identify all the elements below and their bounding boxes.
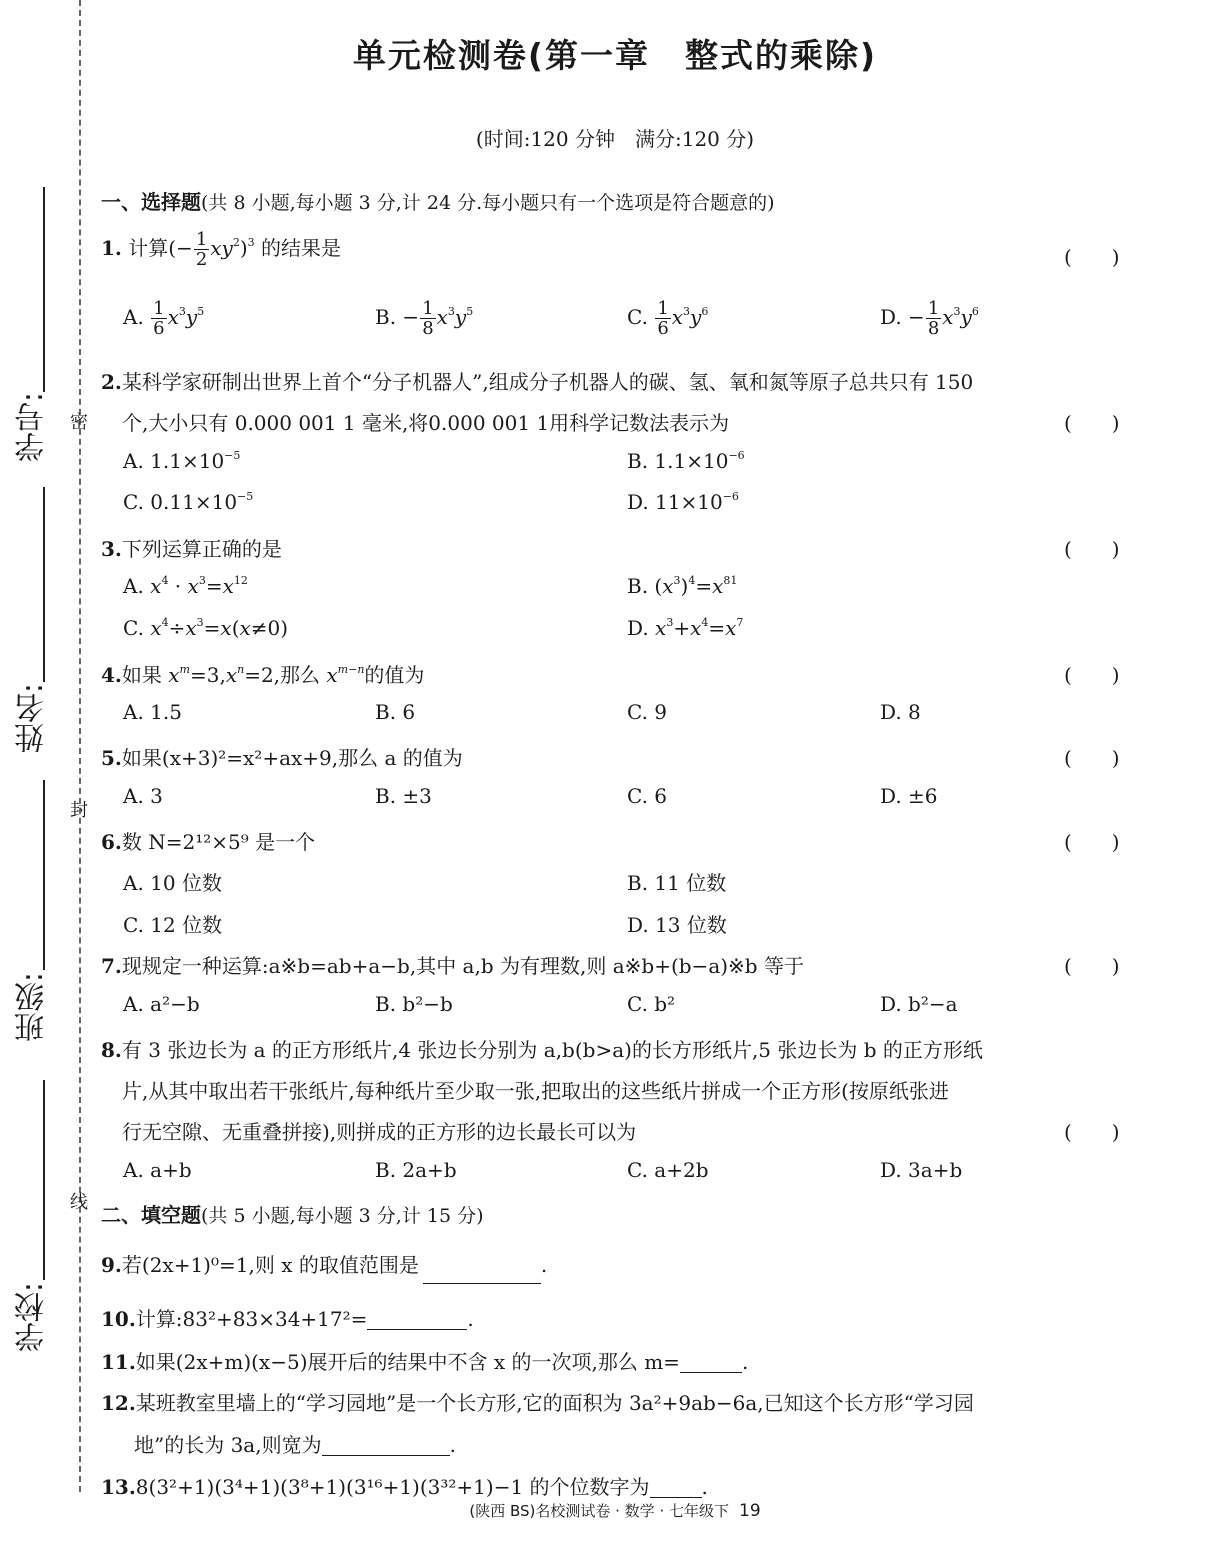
section-heading-fill xyxy=(101,1199,484,1228)
page-footer xyxy=(0,1500,1230,1521)
exam-info: (时间:120 分钟 满分:120 分) xyxy=(475,127,755,151)
q7-option-c: C. b² xyxy=(627,992,676,1016)
seal-char-xian: 线 xyxy=(70,1192,88,1213)
q1-expr: xy xyxy=(210,236,233,260)
q1-option-b: B. − $\frac{1}{8}$ $x^3y^5$ xyxy=(375,298,474,339)
q5-option-b: B. ±3 xyxy=(375,784,432,808)
name-line xyxy=(43,487,45,682)
question-7: 7.现规定一种运算:a※b=ab+a−b,其中 a,b 为有理数,则 a※b+(b−a)※b 等于 xyxy=(101,954,804,978)
school-line xyxy=(43,1080,45,1280)
q3-option-b: B. $(x^3)^4=x^{81}$ xyxy=(627,574,738,598)
question-12: 12.某班教室里墙上的“学习园地”是一个长方形,它的面积为 3a²+9ab−6a,已知这个长方形“学习园 xyxy=(101,1391,974,1415)
question-13: 13.8(3²+1)(3⁴+1)(3⁸+1)(3¹⁶+1)(3³²+1)−1 的个位数字为 . xyxy=(101,1475,708,1499)
answer-blank[interactable] xyxy=(680,1352,742,1373)
answer-blank[interactable] xyxy=(367,1309,467,1330)
question-2: 2.某科学家研制出世界上首个“分子机器人”,组成分子机器人的碳、氢、氧和氮等原子总共只有 150 xyxy=(101,370,974,394)
q6-option-d: D. 13 位数 xyxy=(627,913,727,937)
answer-paren: ( ) xyxy=(1064,537,1120,561)
q6-option-b: B. 11 位数 xyxy=(627,871,727,895)
answer-paren: ( ) xyxy=(1064,245,1120,269)
answer-blank[interactable] xyxy=(423,1263,541,1284)
q3-option-d: D. $x^3+x^4=x^7$ xyxy=(627,616,744,640)
q2-option-c: C. $0.11\times 10^{-5}$ xyxy=(123,490,254,514)
section-title: 一、选择题 xyxy=(101,190,201,214)
q5-option-c: C. 6 xyxy=(627,784,668,808)
answer-blank[interactable] xyxy=(322,1435,450,1456)
q1-option-a: A. $\frac{1}{6}$ $x^3y^5$ xyxy=(123,298,205,339)
q8-option-b: B. 2a+b xyxy=(375,1158,457,1182)
q2-option-a: A. $1.1\times 10^{-5}$ xyxy=(123,449,241,473)
question-number: 1. xyxy=(101,236,122,260)
question-1: 1. 计算(− $\frac{1}{2}$ $xy^2)^3$ 的结果是 xyxy=(101,229,342,270)
question-10: 10.计算:83²+83×34+17²= . xyxy=(101,1307,474,1331)
question-2-line-2: 个,大小只有 0.000 001 1 毫米,将0.000 001 1用科学记数法表示为 xyxy=(122,411,730,435)
q1-text-end: 的结果是 xyxy=(261,236,342,260)
q2-option-d: D. $11\times 10^{-6}$ xyxy=(627,490,739,514)
q4-option-c: C. 9 xyxy=(627,700,668,724)
q3-option-a: A. $x^4 \cdot x^3=x^{12}$ xyxy=(123,574,248,598)
question-11: 11.如果(2x+m)(x−5)展开后的结果中不含 x 的一次项,那么 m= . xyxy=(101,1350,749,1374)
fraction: $\frac{1}{2}$ xyxy=(195,229,208,270)
question-5: 5.如果(x+3)²=x²+ax+9,那么 a 的值为 xyxy=(101,746,463,770)
q2-option-b: B. $1.1\times 10^{-6}$ xyxy=(627,449,745,473)
binding-dashed-line xyxy=(79,0,81,1492)
answer-paren: ( ) xyxy=(1064,411,1120,435)
answer-paren: ( ) xyxy=(1064,746,1120,770)
q8-option-a: A. a+b xyxy=(123,1158,192,1182)
question-8-line-3: 行无空隙、无重叠拼接),则拼成的正方形的边长最长可以为 xyxy=(122,1120,637,1144)
q5-option-a: A. 3 xyxy=(123,784,163,808)
answer-paren: ( ) xyxy=(1064,954,1120,978)
q4-option-a: A. 1.5 xyxy=(123,700,182,724)
school-label: 学校: xyxy=(15,1282,50,1353)
seal-char-feng: 封 xyxy=(70,800,88,821)
q8-option-d: D. 3a+b xyxy=(880,1158,963,1182)
q4-option-b: B. 6 xyxy=(375,700,416,724)
question-3: 3.下列运算正确的是 xyxy=(101,537,282,561)
q4-option-d: D. 8 xyxy=(880,700,921,724)
q1-option-d: D. − $\frac{1}{8}$ $x^3y^6$ xyxy=(880,298,979,339)
section-note: (共 5 小题,每小题 3 分,计 15 分) xyxy=(201,1205,484,1227)
footer-text: (陕西 BS)名校测试卷 · 数学 · 七年级下 xyxy=(469,1502,729,1520)
q7-option-a: A. a²−b xyxy=(123,992,200,1016)
q1-text: 计算(− xyxy=(128,236,193,260)
seal-char-mi: 密 xyxy=(70,412,88,433)
q5-option-d: D. ±6 xyxy=(880,784,938,808)
student-id-line xyxy=(43,187,45,392)
q7-option-b: B. b²−b xyxy=(375,992,453,1016)
section-note: (共 8 小题,每小题 3 分,计 24 分.每小题只有一个选项是符合题意的) xyxy=(201,192,775,214)
name-label: 姓名: xyxy=(15,683,50,754)
answer-paren: ( ) xyxy=(1064,1120,1120,1144)
page-title: 单元检测卷(第一章 整式的乘除) xyxy=(352,36,878,75)
q6-option-a: A. 10 位数 xyxy=(123,871,222,895)
q8-option-c: C. a+2b xyxy=(627,1158,709,1182)
question-9: 9.若(2x+1)⁰=1,则 x 的取值范围是 . xyxy=(101,1249,547,1284)
q1-option-c: C. $\frac{1}{6}$ $x^3y^6$ xyxy=(627,298,709,339)
class-label: 班级: xyxy=(15,972,50,1043)
q6-option-c: C. 12 位数 xyxy=(123,913,223,937)
page-number: 19 xyxy=(739,1501,761,1521)
question-6: 6.数 N=2¹²×5⁹ 是一个 xyxy=(101,830,316,854)
question-8: 8.有 3 张边长为 a 的正方形纸片,4 张边长分别为 a,b(b>a)的长方形纸片,5 张边长为 b 的正方形纸 xyxy=(101,1038,983,1062)
question-8-line-2: 片,从其中取出若干张纸片,每种纸片至少取一张,把取出的这些纸片拼成一个正方形(按原纸张进 xyxy=(122,1079,949,1103)
question-4: 4.如果 $x^m=3,x^n=2$,那么 $x^{m-n}$的值为 xyxy=(101,663,425,687)
section-heading-choice xyxy=(101,186,775,215)
question-12-line-2: 地”的长为 3a,则宽为 . xyxy=(134,1433,456,1457)
answer-paren: ( ) xyxy=(1064,663,1120,687)
q7-option-d: D. b²−a xyxy=(880,992,958,1016)
section-title: 二、填空题 xyxy=(101,1203,201,1227)
answer-blank[interactable] xyxy=(650,1477,702,1498)
student-id-label: 学号: xyxy=(15,392,50,463)
q3-option-c: C. $x^4\div x^3=x(x\ne 0)$ xyxy=(123,616,289,640)
answer-paren: ( ) xyxy=(1064,830,1120,854)
class-line xyxy=(43,780,45,970)
